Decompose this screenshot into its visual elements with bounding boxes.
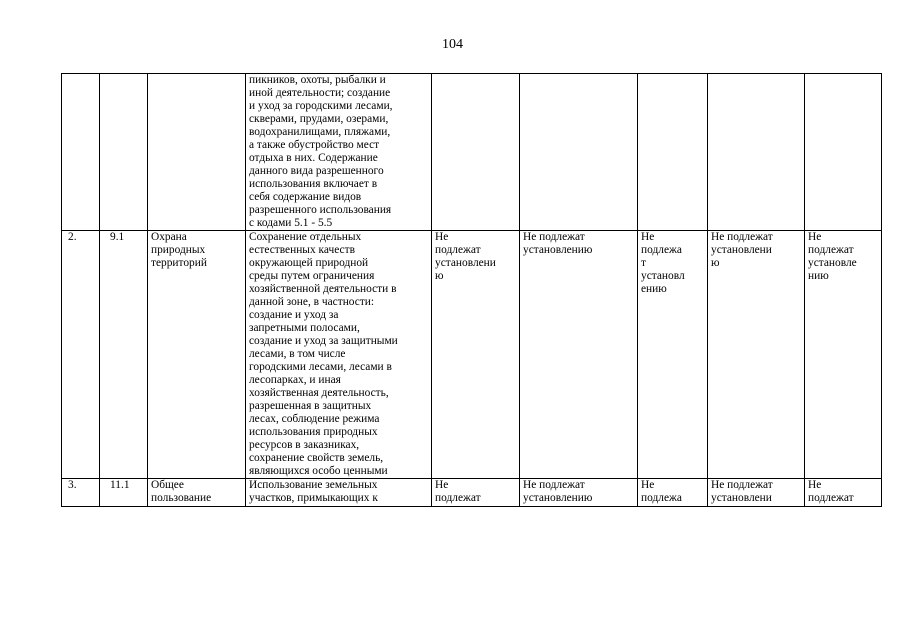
param-cell: [805, 74, 882, 231]
param-cell: Не подлежат установлению: [520, 231, 638, 479]
code-cell: [100, 74, 148, 231]
code-cell: 9.1: [100, 231, 148, 479]
page-number: 104: [442, 37, 463, 52]
param-cell: Не подлежат установлению: [520, 479, 638, 507]
param-cell: Не подлежат установлени ю: [708, 231, 805, 479]
name-cell: Общее пользование: [148, 479, 246, 507]
param-cell: [520, 74, 638, 231]
param-cell: [708, 74, 805, 231]
table-row: [62, 231, 882, 479]
param-cell: Не подлежат: [432, 479, 520, 507]
land-use-regulations-table: [61, 73, 882, 507]
description-cell: Использование земельных участков, примыкающих к: [246, 479, 432, 507]
param-cell: Не подлежа: [638, 479, 708, 507]
name-cell: Охрана природных территорий: [148, 231, 246, 479]
table-row-continued: [62, 74, 882, 231]
num-cell: 3.: [62, 479, 100, 507]
param-cell: Не подлежат установлени: [708, 479, 805, 507]
param-cell: Не подлежат установле нию: [805, 231, 882, 479]
param-cell: Не подлежат: [805, 479, 882, 507]
description-cell: Сохранение отдельных естественных качеств окружающей природной среды путем ограничения хозяйственной деятельности в данной зоне, в частности: создание и уход за запретными полосами, создание и уход за защитными лесами, в том числе городскими лесами, лесами в лесопарках, и иная хозяйственная деятельность, разрешенная в защитных лесах, соблюдение режима использования природных ресурсов в заказниках, сохранение свойств земель, являющихся особо ценными: [246, 231, 432, 479]
param-cell: [638, 74, 708, 231]
table-row: [62, 479, 882, 507]
param-cell: [432, 74, 520, 231]
param-cell: Не подлежат установлени ю: [432, 231, 520, 479]
name-cell: [148, 74, 246, 231]
description-cell: пикников, охоты, рыбалки и иной деятельности; создание и уход за городскими лесами, скверами, прудами, озерами, водохранилищами, пляжами, а также обустройство мест отдыха в них. Содержание данного вида разрешенного использования включает в себя содержание видов разрешенного использования с кодами 5.1 - 5.5: [246, 74, 432, 231]
num-cell: 2.: [62, 231, 100, 479]
num-cell: [62, 74, 100, 231]
param-cell: Не подлежа т установл ению: [638, 231, 708, 479]
code-cell: 11.1: [100, 479, 148, 507]
